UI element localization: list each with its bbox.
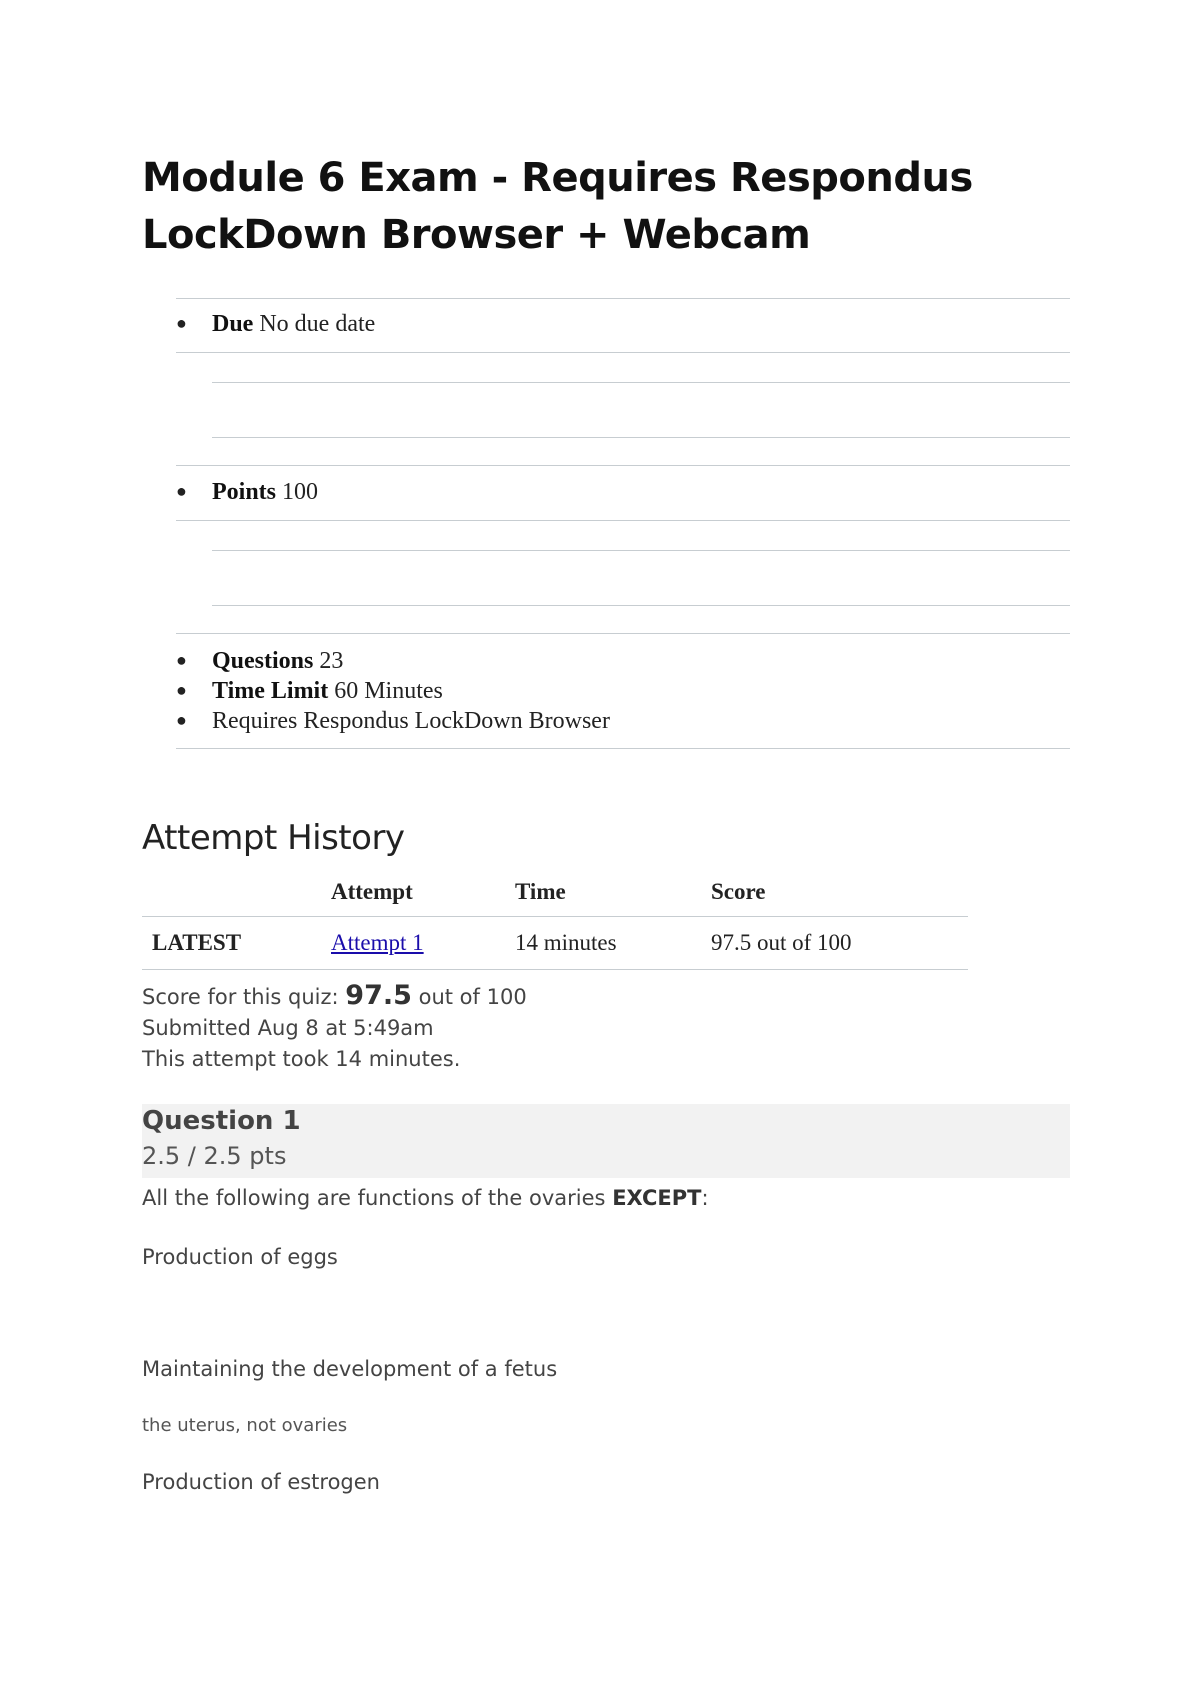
question-points: 2.5 / 2.5 pts — [142, 1142, 287, 1170]
column-header: Time — [515, 868, 711, 917]
question-text-emphasis: EXCEPT — [612, 1186, 702, 1210]
time-limit-item — [176, 675, 443, 706]
column-header: Score — [711, 868, 968, 917]
quiz-score-line — [142, 980, 527, 1013]
due-item — [176, 308, 375, 339]
time-cell: 14 minutes — [515, 917, 711, 970]
score-cell: 97.5 out of 100 — [711, 917, 968, 970]
table-header-row — [142, 868, 968, 917]
divider — [176, 298, 1070, 299]
attempt-history-table — [142, 868, 968, 970]
bullet-icon: ● — [176, 481, 187, 501]
points-item — [176, 476, 318, 507]
answer-comment: the uterus, not ovaries — [142, 1415, 348, 1436]
duration-text: This attempt took 14 minutes. — [142, 1047, 461, 1071]
answer-option: Maintaining the development of a fetus — [142, 1357, 558, 1381]
attempt-summary — [142, 980, 527, 1075]
question-title: Question 1 — [142, 1106, 301, 1136]
question-text-prefix: All the following are functions of the ovaries — [142, 1186, 606, 1210]
divider — [176, 352, 1070, 353]
answer-option: Production of eggs — [142, 1245, 338, 1269]
divider — [212, 437, 1070, 438]
divider — [212, 605, 1070, 606]
attempt-cell — [331, 917, 515, 970]
divider — [212, 382, 1070, 383]
questions-label: Questions — [212, 648, 314, 674]
time-limit-label: Time Limit — [212, 678, 329, 704]
divider — [212, 550, 1070, 551]
divider — [176, 633, 1070, 634]
question-text — [142, 1186, 709, 1210]
due-label: Due — [212, 311, 254, 337]
latest-tag: LATEST — [142, 917, 331, 970]
time-limit-value: 60 Minutes — [334, 678, 443, 704]
score-prefix: Score for this quiz: — [142, 985, 339, 1009]
divider — [176, 520, 1070, 521]
due-value: No due date — [259, 311, 376, 337]
table-row — [142, 917, 968, 970]
column-header — [142, 868, 331, 917]
bullet-icon: ● — [176, 313, 187, 333]
questions-value: 23 — [319, 648, 344, 674]
score-value: 97.5 — [345, 980, 412, 1011]
question-text-suffix: : — [701, 1186, 709, 1210]
column-header: Attempt — [331, 868, 515, 917]
bullet-icon: ● — [176, 710, 187, 730]
requirement-item — [176, 705, 610, 736]
requirement-text: Requires Respondus LockDown Browser — [212, 708, 610, 734]
points-value: 100 — [282, 479, 319, 505]
bullet-icon: ● — [176, 650, 187, 670]
answer-option: Production of estrogen — [142, 1470, 380, 1494]
page-title: Module 6 Exam - Requires Respondus LockDown Browser + Webcam — [142, 155, 973, 258]
bullet-icon: ● — [176, 680, 187, 700]
points-label: Points — [212, 479, 277, 505]
attempt-history-heading: Attempt History — [142, 818, 405, 858]
divider — [176, 748, 1070, 749]
score-suffix: out of 100 — [418, 985, 527, 1009]
submitted-text: Submitted Aug 8 at 5:49am — [142, 1016, 434, 1040]
questions-item — [176, 645, 343, 676]
divider — [176, 465, 1070, 466]
question-header — [142, 1104, 1070, 1178]
quiz-page — [142, 150, 1070, 1494]
attempt-link[interactable]: Attempt 1 — [331, 930, 424, 955]
